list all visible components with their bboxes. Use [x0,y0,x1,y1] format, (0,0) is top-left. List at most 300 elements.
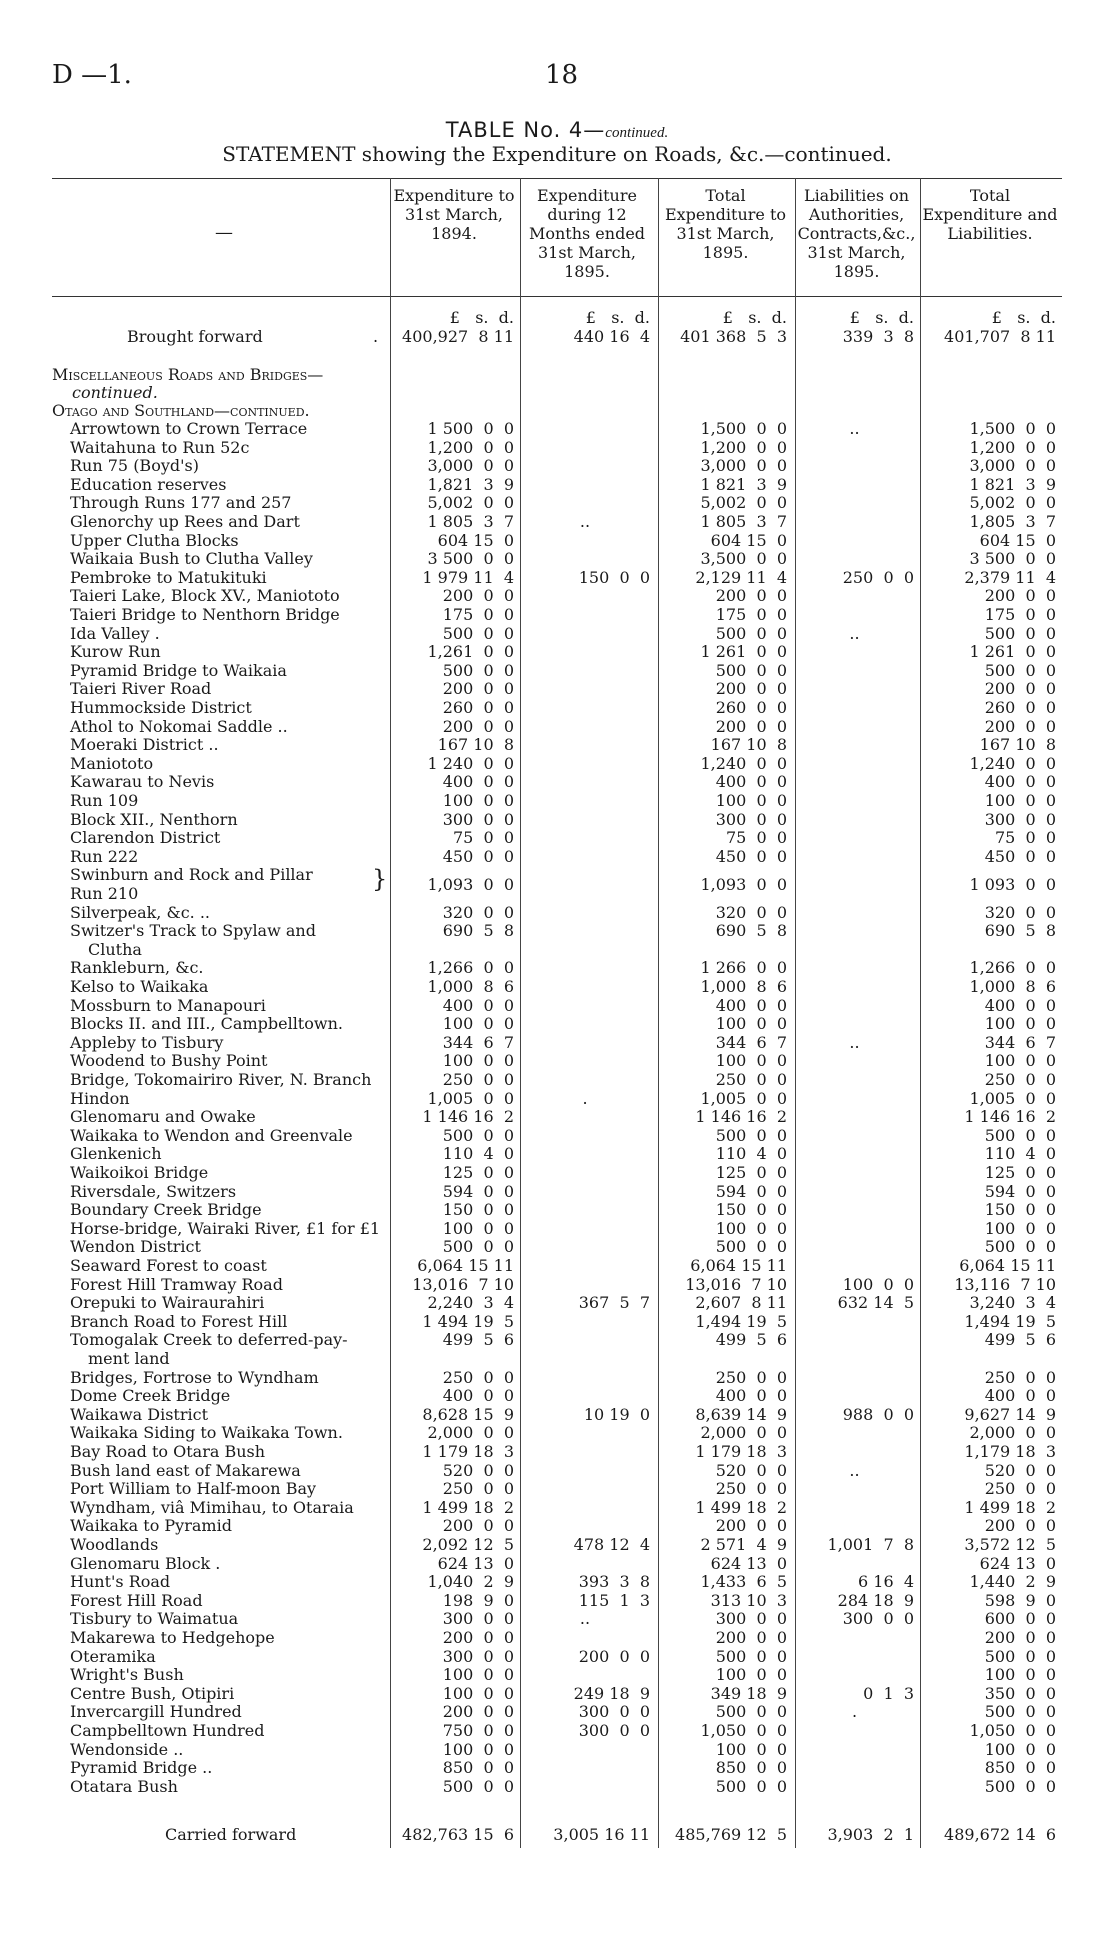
row-54-col5: 520 0 0 [984,1460,1056,1480]
row-label: Horse-bridge, Wairaki River, £1 for £1 [70,1218,381,1238]
brought-forward-dot: . [373,327,379,346]
row-34-col1: 250 0 0 [442,1070,514,1089]
row-48-col3: 499 5 6 [715,1330,787,1350]
row-label-continued: Clutha [88,939,142,959]
row-67-col1: 200 0 0 [442,1702,514,1722]
row-25-col3: 1,093 0 0 [700,874,787,894]
table-title-main: TABLE No. 4— [445,118,606,142]
row-54-col1: 520 0 0 [442,1460,514,1480]
row-1-col1: 1 500 0 0 [427,419,514,438]
row-32-col1: 344 6 7 [442,1032,514,1052]
row-39-col1: 125 0 0 [442,1163,514,1182]
table-title-continued: continued. [605,125,669,141]
row-label: Athol to Nokomai Saddle .. [70,716,288,736]
row-label: Hummockside District [70,698,252,717]
row-28-col5: 1,266 0 0 [969,958,1056,978]
row-64-col3: 500 0 0 [715,1646,787,1666]
row-label: Clarendon District [70,828,221,848]
row-66-col3: 349 18 9 [710,1683,787,1703]
row-54-col3: 520 0 0 [715,1460,787,1480]
row-55-col1: 250 0 0 [442,1479,514,1499]
row-39-col3: 125 0 0 [715,1163,787,1182]
row-4-col1: 1,821 3 9 [427,474,514,494]
row-33-col5: 100 0 0 [984,1051,1056,1071]
row-1-col5: 1,500 0 0 [969,419,1056,438]
row-8-col1: 3 500 0 0 [427,549,514,569]
row-51-col4: 988 0 0 [842,1404,914,1424]
row-21-col5: 100 0 0 [984,791,1056,810]
row-11-col5: 175 0 0 [984,605,1056,624]
row-2-col5: 1,200 0 0 [969,437,1056,457]
document-code: D —1. [52,60,132,90]
row-68-col1: 750 0 0 [442,1721,514,1740]
row-51-col2: 10 19 0 [583,1404,650,1424]
row-13-col1: 1,261 0 0 [427,642,514,662]
row-label: Port William to Half-moon Bay [70,1479,317,1499]
row-label-continued: Run 210 [70,884,139,903]
row-1-col3: 1,500 0 0 [700,419,787,438]
row-37-col5: 500 0 0 [984,1125,1056,1145]
row-36-col3: 1 146 16 2 [695,1107,787,1127]
row-label: Run 222 [70,846,139,866]
row-label: Run 75 (Boyd's) [70,456,199,476]
row-label: Woodlands [70,1535,159,1554]
row-label: Seaward Forest to coast [70,1256,267,1275]
row-58-col2: 478 12 4 [573,1535,650,1554]
row-label: Pembroke to Matukituki [70,567,267,587]
row-18-col1: 167 10 8 [437,735,514,755]
row-17-col1: 200 0 0 [442,716,514,736]
row-6-col5: 1,805 3 7 [969,512,1056,531]
row-label: Waikawa District [70,1404,209,1424]
row-22-col1: 300 0 0 [442,809,514,829]
row-label-continued: ment land [88,1349,170,1368]
row-42-col1: 100 0 0 [442,1218,514,1238]
row-24-col3: 450 0 0 [715,846,787,866]
row-50-col5: 400 0 0 [984,1386,1056,1406]
row-21-col1: 100 0 0 [442,791,514,810]
row-41-col3: 150 0 0 [715,1200,787,1220]
row-11-col3: 175 0 0 [715,605,787,624]
row-47-col1: 1 494 19 5 [422,1311,514,1331]
row-35-col2: . [582,1088,588,1108]
brought-forward-col1: 400,927 8 11 [402,327,514,346]
row-57-col3: 200 0 0 [715,1516,787,1536]
row-label: Woodend to Bushy Point [70,1051,268,1071]
row-45-col5: 13,116 7 10 [954,1274,1056,1294]
row-label: Arrowtown to Crown Terrace [70,419,308,438]
row-label: Forest Hill Tramway Road [70,1274,283,1294]
row-19-col5: 1,240 0 0 [969,753,1056,773]
row-29-col1: 1,000 8 6 [427,977,514,996]
row-70-col3: 850 0 0 [715,1758,787,1778]
row-24-col1: 450 0 0 [442,846,514,866]
row-55-col3: 250 0 0 [715,1479,787,1499]
row-6-col2: .. [579,512,591,531]
row-label: Run 109 [70,791,139,810]
row-38-col5: 110 4 0 [984,1144,1056,1164]
row-55-col5: 250 0 0 [984,1479,1056,1499]
row-6-col3: 1 805 3 7 [700,512,787,531]
row-label: Taieri Lake, Block XV., Maniototo [70,586,340,606]
row-39-col5: 125 0 0 [984,1163,1056,1182]
row-58-col3: 2 571 4 9 [700,1535,787,1554]
row-label: Wendonside .. [70,1739,184,1759]
row-23-col3: 75 0 0 [725,828,787,848]
row-51-col3: 8,639 14 9 [695,1404,787,1424]
table-top-rule [52,178,1062,179]
row-25-col1: 1,093 0 0 [427,874,514,894]
row-69-col3: 100 0 0 [715,1739,787,1759]
row-label: Blocks II. and III., Campbelltown. [70,1014,343,1034]
row-66-col2: 249 18 9 [573,1683,650,1703]
row-label: Boundary Creek Bridge [70,1200,262,1220]
unit-header-5: £ s. d. [991,308,1056,327]
row-14-col5: 500 0 0 [984,660,1056,680]
row-52-col5: 2,000 0 0 [969,1423,1056,1443]
row-15-col3: 200 0 0 [715,679,787,699]
row-62-col3: 300 0 0 [715,1609,787,1629]
row-label: Campbelltown Hundred [70,1721,265,1740]
row-59-col3: 624 13 0 [710,1553,787,1573]
row-16-col3: 260 0 0 [715,698,787,717]
row-60-col2: 393 3 8 [578,1572,650,1592]
row-31-col1: 100 0 0 [442,1014,514,1034]
table-title [0,118,1114,142]
row-9-col2: 150 0 0 [578,567,650,587]
row-label: Kelso to Waikaka [70,977,209,996]
row-27-col1: 690 5 8 [442,921,514,941]
row-69-col5: 100 0 0 [984,1739,1056,1759]
row-10-col1: 200 0 0 [442,586,514,606]
row-67-col4: . [851,1702,858,1722]
row-12-col1: 500 0 0 [442,623,514,643]
row-51-col1: 8,628 15 9 [422,1404,514,1424]
row-label: Through Runs 177 and 257 [70,493,292,513]
row-71-col1: 500 0 0 [442,1776,514,1796]
row-label: Rankleburn, &c. [70,958,204,978]
row-label: Centre Bush, Otipiri [70,1683,235,1703]
column-header-2: Expenditure during 12 Months ended 31st March, 1895. [528,186,646,281]
brought-forward-col5: 401,707 8 11 [944,327,1056,346]
row-66-col4: 0 1 3 [863,1683,914,1703]
row-label: Upper Clutha Blocks [70,530,239,550]
row-70-col5: 850 0 0 [984,1758,1056,1778]
row-label: Tisbury to Waimatua [70,1609,239,1629]
row-47-col5: 1,494 19 5 [964,1311,1056,1331]
row-20-col5: 400 0 0 [984,772,1056,792]
row-32-col3: 344 6 7 [715,1032,787,1052]
row-61-col3: 313 10 3 [710,1590,787,1610]
row-4-col3: 1 821 3 9 [700,474,787,494]
row-57-col5: 200 0 0 [984,1516,1056,1536]
row-44-col3: 6,064 15 11 [690,1256,787,1275]
row-63-col5: 200 0 0 [984,1628,1056,1647]
row-label: Wendon District [70,1237,201,1257]
carried-forward-col2: 3,005 16 11 [553,1825,650,1844]
row-52-col3: 2,000 0 0 [700,1423,787,1443]
brought-forward-col4: 339 3 8 [842,327,914,346]
row-62-col4: 300 0 0 [842,1609,914,1629]
row-label: Hindon [70,1088,130,1108]
row-61-col2: 115 1 3 [578,1590,650,1610]
row-52-col1: 2,000 0 0 [427,1423,514,1443]
row-label: Taieri River Road [70,679,212,699]
row-20-col1: 400 0 0 [442,772,514,792]
row-13-col5: 1 261 0 0 [969,642,1056,662]
row-31-col5: 100 0 0 [984,1014,1056,1034]
row-label: Moeraki District .. [70,735,219,755]
row-10-col5: 200 0 0 [984,586,1056,606]
row-71-col3: 500 0 0 [715,1776,787,1796]
row-42-col5: 100 0 0 [984,1218,1056,1238]
row-45-col3: 13,016 7 10 [685,1274,787,1294]
row-2-col1: 1,200 0 0 [427,437,514,457]
row-19-col3: 1,240 0 0 [700,753,787,773]
row-60-col4: 6 16 4 [858,1572,914,1592]
row-58-col5: 3,572 12 5 [964,1535,1056,1554]
column-header-5: Total Expenditure and Liabilities. [922,186,1058,243]
row-61-col4: 284 18 9 [837,1590,914,1610]
row-66-col1: 100 0 0 [442,1683,514,1703]
row-53-col1: 1 179 18 3 [422,1442,514,1461]
row-63-col3: 200 0 0 [715,1628,787,1647]
row-label: Glenkenich [70,1144,162,1164]
section-heading-continued: continued. [72,383,158,402]
row-70-col1: 850 0 0 [442,1758,514,1778]
row-label: Forest Hill Road [70,1590,203,1610]
row-41-col5: 150 0 0 [984,1200,1056,1220]
row-46-col2: 367 5 7 [578,1293,650,1313]
row-57-col1: 200 0 0 [442,1516,514,1536]
row-24-col5: 450 0 0 [984,846,1056,866]
row-18-col3: 167 10 8 [710,735,787,755]
row-label: Glenomaru Block . [70,1553,221,1573]
row-label: Waikaka to Pyramid [70,1516,232,1536]
row-12-col3: 500 0 0 [715,623,787,643]
row-49-col3: 250 0 0 [715,1367,787,1387]
row-41-col1: 150 0 0 [442,1200,514,1220]
row-64-col1: 300 0 0 [442,1646,514,1666]
row-13-col3: 1 261 0 0 [700,642,787,662]
row-9-col3: 2,129 11 4 [695,567,787,587]
row-label: Glenorchy up Rees and Dart [70,512,300,531]
row-63-col1: 200 0 0 [442,1628,514,1647]
row-15-col1: 200 0 0 [442,679,514,699]
row-58-col1: 2,092 12 5 [422,1535,514,1554]
carried-forward-col5: 489,672 14 6 [944,1825,1056,1844]
row-36-col5: 1 146 16 2 [964,1107,1056,1127]
row-14-col3: 500 0 0 [715,660,787,680]
row-64-col2: 200 0 0 [578,1646,650,1666]
row-label: Switzer's Track to Spylaw and [70,921,316,941]
carried-forward-col4: 3,903 2 1 [827,1825,914,1844]
column-header-1: Expenditure to 31st March, 1894. [393,186,515,243]
row-3-col5: 3,000 0 0 [969,456,1056,476]
row-56-col3: 1 499 18 2 [695,1497,787,1517]
row-56-col5: 1 499 18 2 [964,1497,1056,1517]
row-label: Swinburn and Rock and Pillar [70,865,313,885]
row-53-col3: 1 179 18 3 [695,1442,787,1461]
row-16-col5: 260 0 0 [984,698,1056,717]
page-number: 18 [545,60,579,90]
row-58-col4: 1,001 7 8 [827,1535,914,1554]
row-label: Kurow Run [70,642,161,662]
row-label: Taieri Bridge to Nenthorn Bridge [70,605,340,624]
row-28-col1: 1,266 0 0 [427,958,514,978]
row-label: Pyramid Bridge to Waikaia [70,660,287,680]
row-60-col3: 1,433 6 5 [700,1572,787,1592]
row-label: Kawarau to Nevis [70,772,215,792]
row-40-col5: 594 0 0 [984,1181,1056,1201]
unit-header-3: £ s. d. [722,308,787,327]
row-14-col1: 500 0 0 [442,660,514,680]
carried-forward-col1: 482,763 15 6 [402,1825,514,1844]
row-9-col1: 1 979 11 4 [422,567,514,587]
row-30-col3: 400 0 0 [715,995,787,1015]
row-46-col4: 632 14 5 [837,1293,914,1313]
row-25-col5: 1 093 0 0 [969,874,1056,894]
row-label: Waitahuna to Run 52c [70,437,250,457]
row-label: Orepuki to Wairaurahiri [70,1293,265,1313]
carried-forward-label: Carried forward [165,1825,297,1844]
row-66-col5: 350 0 0 [984,1683,1056,1703]
row-61-col5: 598 9 0 [984,1590,1056,1610]
row-38-col1: 110 4 0 [442,1144,514,1164]
row-1-col4: .. [849,419,860,438]
row-26-col5: 320 0 0 [984,902,1056,922]
row-label: Bridges, Fortrose to Wyndham [70,1367,319,1387]
row-label: Maniototo [70,753,154,773]
row-46-col1: 2,240 3 4 [427,1293,514,1313]
row-56-col1: 1 499 18 2 [422,1497,514,1517]
row-46-col3: 2,607 8 11 [695,1293,787,1313]
column-header-4: Liabilities on Authorities, Contracts,&c., 31st March, 1895. [797,186,916,281]
row-50-col1: 400 0 0 [442,1386,514,1406]
row-32-col4: .. [849,1032,860,1052]
row-45-col1: 13,016 7 10 [412,1274,514,1294]
row-60-col1: 1,040 2 9 [427,1572,514,1592]
row-28-col3: 1 266 0 0 [700,958,787,978]
row-48-col1: 499 5 6 [442,1330,514,1350]
row-62-col2: .. [579,1609,591,1629]
row-3-col3: 3,000 0 0 [700,456,787,476]
row-10-col3: 200 0 0 [715,586,787,606]
row-label: Waikoikoi Bridge [70,1163,209,1182]
row-46-col5: 3,240 3 4 [969,1293,1056,1313]
row-label: Branch Road to Forest Hill [70,1311,288,1331]
row-label: Appleby to Tisbury [70,1032,224,1052]
row-71-col5: 500 0 0 [984,1776,1056,1796]
row-32-col5: 344 6 7 [984,1032,1056,1052]
row-65-col1: 100 0 0 [442,1665,514,1685]
row-65-col5: 100 0 0 [984,1665,1056,1685]
row-label: Bush land east of Makarewa [70,1460,301,1480]
row-40-col1: 594 0 0 [442,1181,514,1201]
row-67-col3: 500 0 0 [715,1702,787,1722]
row-5-col5: 5,002 0 0 [969,493,1056,513]
row-68-col5: 1,050 0 0 [969,1721,1056,1740]
row-label: Education reserves [70,474,227,494]
row-5-col3: 5,002 0 0 [700,493,787,513]
row-11-col1: 175 0 0 [442,605,514,624]
row-label: Bay Road to Otara Bush [70,1442,266,1461]
row-9-col5: 2,379 11 4 [964,567,1056,587]
header-bottom-rule [52,296,1062,297]
row-22-col3: 300 0 0 [715,809,787,829]
row-43-col5: 500 0 0 [984,1237,1056,1257]
row-12-col4: .. [849,623,860,643]
row-label: Waikaka to Wendon and Greenvale [70,1125,353,1145]
row-68-col3: 1,050 0 0 [700,1721,787,1740]
row-36-col1: 1 146 16 2 [422,1107,514,1127]
row-label: Otatara Bush [70,1776,178,1796]
row-40-col3: 594 0 0 [715,1181,787,1201]
unit-header-1: £ s. d. [449,308,514,327]
row-3-col1: 3,000 0 0 [427,456,514,476]
row-60-col5: 1,440 2 9 [969,1572,1056,1592]
brought-forward-col3: 401 368 5 3 [680,327,787,346]
row-44-col5: 6,064 15 11 [959,1256,1056,1275]
row-label: Waikaka Siding to Waikaka Town. [70,1423,343,1443]
row-33-col1: 100 0 0 [442,1051,514,1071]
row-47-col3: 1,494 19 5 [695,1311,787,1331]
row-15-col5: 200 0 0 [984,679,1056,699]
row-62-col1: 300 0 0 [442,1609,514,1629]
unit-header-4: £ s. d. [849,308,914,327]
row-17-col3: 200 0 0 [715,716,787,736]
row-68-col2: 300 0 0 [578,1721,650,1740]
column-rule-3 [658,178,659,1848]
row-35-col1: 1,005 0 0 [427,1088,514,1108]
row-label: Invercargill Hundred [70,1702,242,1722]
row-2-col3: 1,200 0 0 [700,437,787,457]
row-label: Makarewa to Hedgehope [70,1628,275,1647]
row-35-col3: 1,005 0 0 [700,1088,787,1108]
row-69-col1: 100 0 0 [442,1739,514,1759]
row-64-col5: 500 0 0 [984,1646,1056,1666]
row-21-col3: 100 0 0 [715,791,787,810]
row-7-col1: 604 15 0 [437,530,514,550]
row-9-col4: 250 0 0 [842,567,914,587]
row-43-col3: 500 0 0 [715,1237,787,1257]
row-18-col5: 167 10 8 [979,735,1056,755]
row-label: Hunt's Road [70,1572,171,1592]
row-67-col5: 500 0 0 [984,1702,1056,1722]
row-30-col1: 400 0 0 [442,995,514,1015]
row-label: Ida Valley . [70,623,160,643]
row-33-col3: 100 0 0 [715,1051,787,1071]
row-62-col5: 600 0 0 [984,1609,1056,1629]
row-45-col4: 100 0 0 [842,1274,914,1294]
carried-forward-col3: 485,769 12 5 [675,1825,787,1844]
row-4-col5: 1 821 3 9 [969,474,1056,494]
row-label: Glenomaru and Owake [70,1107,256,1127]
row-53-col5: 1,179 18 3 [964,1442,1056,1461]
row-7-col5: 604 15 0 [979,530,1056,550]
column-header-3: Total Expenditure to 31st March, 1895. [664,186,787,262]
row-65-col3: 100 0 0 [715,1665,787,1685]
row-16-col1: 260 0 0 [442,698,514,717]
table-subtitle: STATEMENT showing the Expenditure on Roads, &c.—continued. [222,142,892,166]
label-column-header: — [215,222,233,243]
row-27-col3: 690 5 8 [715,921,787,941]
row-51-col5: 9,627 14 9 [964,1404,1056,1424]
row-5-col1: 5,002 0 0 [427,493,514,513]
row-44-col1: 6,064 15 11 [417,1256,514,1275]
row-label: Riversdale, Switzers [70,1181,237,1201]
row-29-col3: 1,000 8 6 [700,977,787,996]
